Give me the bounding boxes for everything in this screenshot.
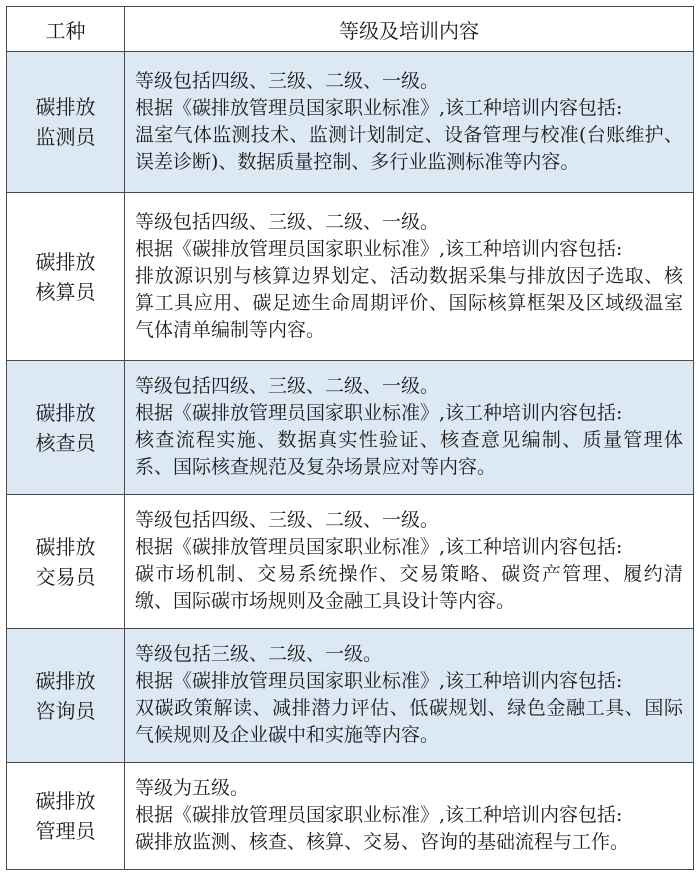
- table-row: [7, 629, 694, 763]
- job-name-line1: 碳排放: [35, 534, 96, 559]
- content-intro: 根据《碳排放管理员国家职业标准》,该工种培训内容包括:: [135, 237, 623, 260]
- content-intro: 根据《碳排放管理员国家职业标准》,该工种培训内容包括:: [135, 804, 623, 826]
- content-cell: [125, 361, 694, 495]
- job-name-line1: 碳排放: [35, 249, 96, 274]
- job-name-cell: [7, 495, 125, 629]
- level-text: 等级包括四级、三级、二级、一级。: [135, 210, 440, 233]
- content-body: 温室气体监测技术、监测计划制定、设备管理与校准(台账维护、误差诊断)、数据质量控制、多行业监测标准等内容。: [135, 123, 683, 173]
- training-table-container: [6, 6, 694, 870]
- header-job-type: 工种: [7, 7, 125, 52]
- job-name-cell: [7, 193, 125, 361]
- level-text: 等级包括四级、三级、二级、一级。: [135, 69, 440, 92]
- content-intro: 根据《碳排放管理员国家职业标准》,该工种培训内容包括:: [135, 536, 623, 558]
- table-row: [7, 193, 694, 361]
- table-row: [7, 495, 694, 629]
- content-cell: [125, 629, 694, 763]
- content-cell: [125, 763, 694, 870]
- header-level-content: 等级及培训内容: [125, 7, 694, 52]
- job-name-line1: 碳排放: [35, 789, 96, 813]
- job-name-line2: 管理员: [35, 819, 96, 843]
- job-name-line2: 监测员: [35, 125, 96, 149]
- table-row: [7, 361, 694, 495]
- content-intro: 根据《碳排放管理员国家职业标准》,该工种培训内容包括:: [135, 402, 623, 424]
- job-name-cell: [7, 361, 125, 495]
- content-intro: 根据《碳排放管理员国家职业标准》,该工种培训内容包括:: [135, 670, 623, 692]
- job-name-cell: [7, 629, 125, 763]
- table-header-row: [7, 7, 694, 52]
- job-name-line2: 核算员: [35, 279, 96, 304]
- table-row: [7, 52, 694, 193]
- content-intro: 根据《碳排放管理员国家职业标准》,该工种培训内容包括:: [135, 96, 623, 119]
- training-table: [6, 6, 694, 870]
- content-body: 排放源识别与核算边界划定、活动数据采集与排放因子选取、核算工具应用、碳足迹生命周期评价、国际核算框架及区域级温室气体清单编制等内容。: [135, 264, 683, 341]
- content-body: 碳市场机制、交易系统操作、交易策略、碳资产管理、履约清缴、国际碳市场规则及金融工具设计等内容。: [135, 563, 683, 612]
- content-body: 碳排放监测、核查、核算、交易、咨询的基础流程与工作。: [135, 831, 630, 853]
- job-name-line1: 碳排放: [35, 400, 96, 425]
- job-name-line2: 核查员: [35, 430, 96, 455]
- level-text: 等级包括四级、三级、二级、一级。: [135, 375, 440, 397]
- content-cell: [125, 495, 694, 629]
- level-text: 等级为五级。: [135, 777, 250, 799]
- job-name-cell: [7, 52, 125, 193]
- content-cell: [125, 193, 694, 361]
- table-row: [7, 763, 694, 870]
- job-name-line2: 交易员: [35, 564, 96, 589]
- job-name-line2: 咨询员: [35, 698, 96, 723]
- job-name-line1: 碳排放: [35, 95, 96, 119]
- content-body: 核查流程实施、数据真实性验证、核查意见编制、质量管理体系、国际核查规范及复杂场景应对等内容。: [135, 429, 683, 478]
- level-text: 等级包括四级、三级、二级、一级。: [135, 509, 440, 531]
- job-name-cell: [7, 763, 125, 870]
- content-body: 双碳政策解读、减排潜力评估、低碳规划、绿色金融工具、国际气候规则及企业碳中和实施等内容。: [135, 697, 683, 746]
- level-text: 等级包括三级、二级、一级。: [135, 643, 383, 665]
- job-name-line1: 碳排放: [35, 668, 96, 693]
- content-cell: [125, 52, 694, 193]
